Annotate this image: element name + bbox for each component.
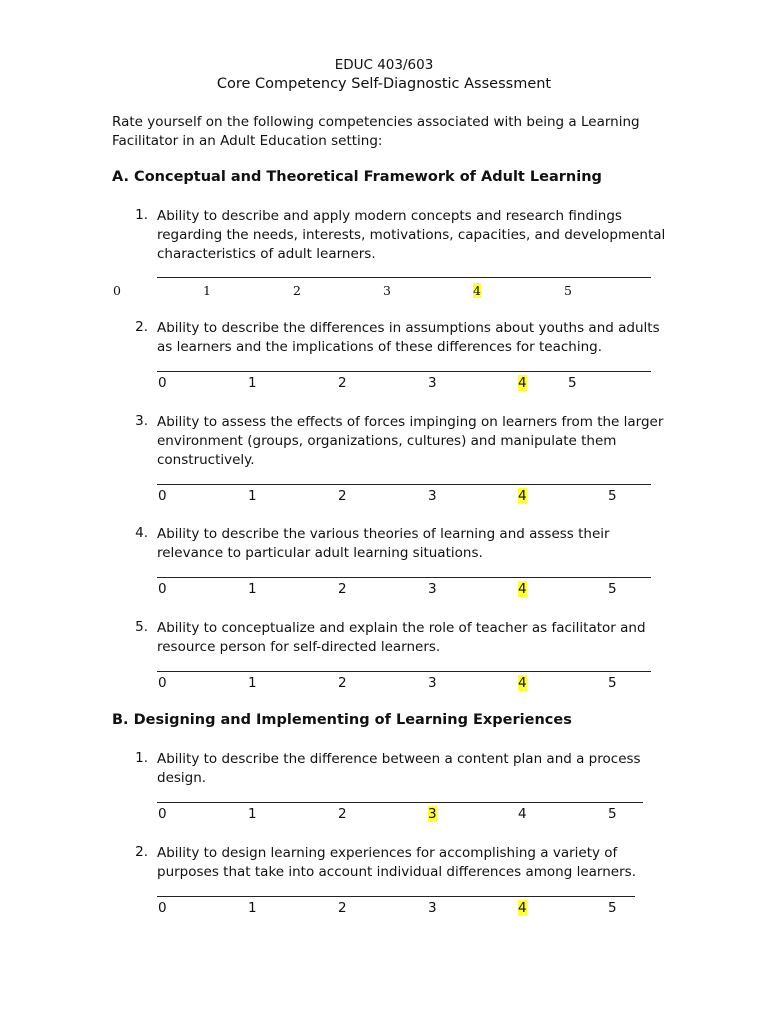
rating-option-3-selected[interactable]: 3 [428,806,437,822]
rating-option-4-selected[interactable]: 4 [518,375,527,391]
rating-option-1[interactable]: 1 [248,806,257,822]
rating-option-0[interactable]: 0 [113,283,121,298]
item-text: Ability to describe the difference between a content plan and a process design. [157,751,641,786]
rating-option-2[interactable]: 2 [338,375,347,391]
rating-option-5[interactable]: 5 [608,806,617,822]
rating-option-3[interactable]: 3 [383,283,391,298]
section-heading-b: B. Designing and Implementing of Learning Experiences [112,712,572,728]
rating-option-5[interactable]: 5 [568,375,577,391]
item-text: Ability to describe the various theories of learning and assess their relevance to particular adult learning situations. [157,526,610,561]
intro-line-1: Rate yourself on the following competencies associated with being a Learning [112,114,640,130]
rating-option-1[interactable]: 1 [248,375,257,391]
item-text: Ability to conceptualize and explain the role of teacher as facilitator and resource person for self-directed learners. [157,620,646,655]
rating-option-3[interactable]: 3 [428,900,437,916]
rating-option-5[interactable]: 5 [608,675,617,691]
rating-line [157,371,651,372]
item-number: 3. [135,413,148,429]
item-number: 1. [135,207,148,223]
item-number: 1. [135,750,148,766]
rating-option-0[interactable]: 0 [158,581,167,597]
rating-option-2[interactable]: 2 [338,806,347,822]
rating-option-0[interactable]: 0 [158,675,167,691]
rating-option-0[interactable]: 0 [158,375,167,391]
rating-option-0[interactable]: 0 [158,900,167,916]
rating-line [157,896,635,897]
item-text: Ability to describe the differences in assumptions about youths and adults as learners and the implications of these differences for teaching. [157,320,660,355]
rating-option-4[interactable]: 4 [518,806,527,822]
rating-option-1[interactable]: 1 [248,675,257,691]
rating-option-4-selected[interactable]: 4 [518,488,527,504]
rating-option-2[interactable]: 2 [338,900,347,916]
rating-option-4-selected[interactable]: 4 [518,581,527,597]
item-number: 5. [135,619,148,635]
rating-option-5[interactable]: 5 [608,900,617,916]
rating-line [157,577,651,578]
rating-option-1[interactable]: 1 [203,283,211,298]
rating-option-4-selected[interactable]: 4 [518,900,527,916]
rating-option-1[interactable]: 1 [248,900,257,916]
rating-option-0[interactable]: 0 [158,488,167,504]
rating-option-3[interactable]: 3 [428,675,437,691]
rating-line [157,277,651,278]
section-heading-a: A. Conceptual and Theoretical Framework of Adult Learning [112,169,602,185]
rating-option-2[interactable]: 2 [338,675,347,691]
rating-option-3[interactable]: 3 [428,488,437,504]
item-text: Ability to design learning experiences for accomplishing a variety of purposes that take into account individual differences among learners. [157,845,636,880]
item-text: Ability to describe and apply modern concepts and research findings regarding the needs, interests, motivations, capacities, and developmental characteristics of adult learners. [157,208,666,262]
rating-option-2[interactable]: 2 [338,581,347,597]
rating-option-5[interactable]: 5 [608,581,617,597]
rating-option-3[interactable]: 3 [428,375,437,391]
rating-line [157,671,651,672]
rating-option-2[interactable]: 2 [338,488,347,504]
rating-option-0[interactable]: 0 [158,806,167,822]
rating-line [157,802,643,803]
item-number: 2. [135,844,148,860]
intro-line-2: Facilitator in an Adult Education setting: [112,133,383,149]
rating-option-1[interactable]: 1 [248,581,257,597]
item-text: Ability to assess the effects of forces impinging on learners from the larger environment (groups, organizations, cultures) and manipulate them constructively. [157,414,664,468]
rating-option-5[interactable]: 5 [608,488,617,504]
item-number: 4. [135,525,148,541]
item-number: 2. [135,319,148,335]
rating-option-3[interactable]: 3 [428,581,437,597]
rating-option-1[interactable]: 1 [248,488,257,504]
rating-option-5[interactable]: 5 [564,283,572,298]
rating-option-2[interactable]: 2 [293,283,301,298]
rating-option-4-selected[interactable]: 4 [518,675,527,691]
rating-option-4-selected[interactable]: 4 [473,283,481,298]
page-title: Core Competency Self-Diagnostic Assessment [216,76,552,92]
rating-line [157,484,651,485]
course-code: EDUC 403/603 [334,57,434,73]
